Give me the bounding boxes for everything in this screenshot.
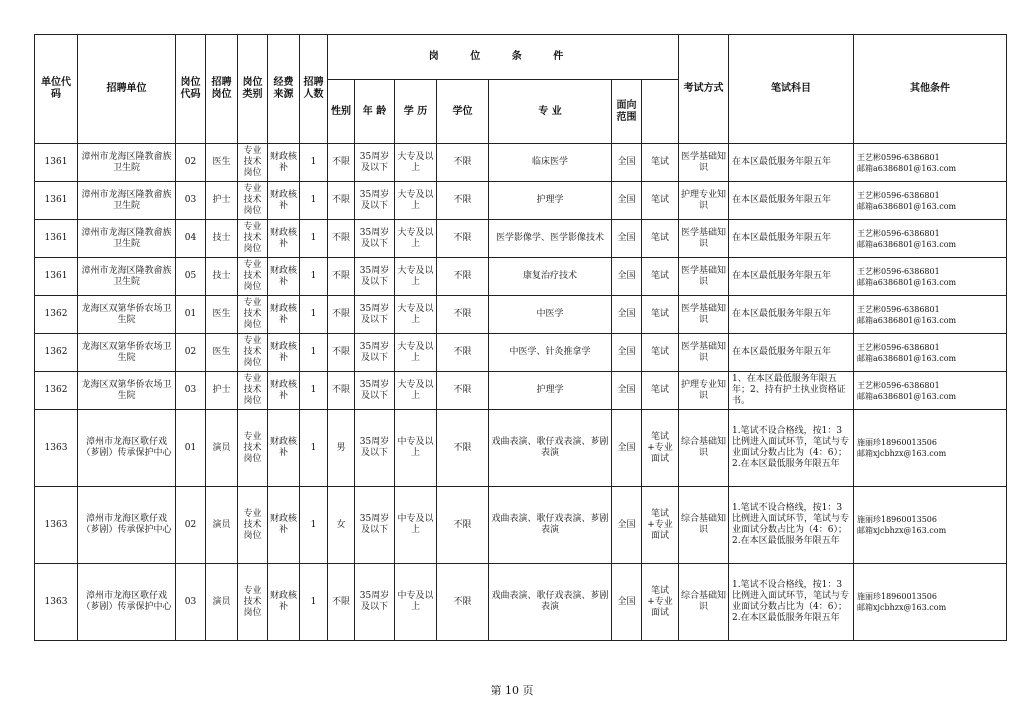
cell-post-name: 医生 — [206, 334, 238, 372]
cell-age: 35周岁及以下 — [355, 410, 395, 487]
cell-unit-name: 漳州市龙海区歌仔戏（芗剧）传承保护中心 — [78, 564, 176, 641]
cell-major: 戏曲表演、歌仔戏表演、芗剧表演 — [489, 564, 612, 641]
cell-count: 1 — [300, 144, 328, 182]
cell-major: 医学影像学、医学影像技术 — [489, 220, 612, 258]
header-conditions: 岗 位 条 件 — [328, 35, 679, 80]
cell-degree: 不限 — [437, 410, 489, 487]
cell-funding: 财政核补 — [268, 372, 300, 410]
table-row — [35, 220, 1007, 258]
cell-scope: 全国 — [612, 487, 642, 564]
header-other: 其他条件 — [854, 35, 1007, 144]
cell-unit-name: 漳州市龙海区隆教畲族卫生院 — [78, 258, 176, 296]
cell-unit-name: 漳州市龙海区歌仔戏（芗剧）传承保护中心 — [78, 487, 176, 564]
cell-exam-subject: 综合基础知识 — [679, 487, 729, 564]
cell-post-code: 05 — [176, 258, 206, 296]
cell-count: 1 — [300, 258, 328, 296]
cell-other: 在本区最低服务年限五年 — [729, 144, 854, 182]
cell-post-name: 演员 — [206, 487, 238, 564]
cell-gender: 男 — [328, 410, 355, 487]
cell-count: 1 — [300, 372, 328, 410]
cell-major: 中医学 — [489, 296, 612, 334]
cell-gender: 不限 — [328, 564, 355, 641]
table-row — [35, 334, 1007, 372]
cell-education: 大专及以上 — [395, 296, 437, 334]
cell-post-type: 专业技术岗位 — [238, 220, 268, 258]
cell-education: 中专及以上 — [395, 410, 437, 487]
cell-post-name: 护士 — [206, 182, 238, 220]
cell-exam-method: 笔试 — [642, 258, 679, 296]
cell-funding: 财政核补 — [268, 182, 300, 220]
cell-scope: 全国 — [612, 182, 642, 220]
cell-gender: 不限 — [328, 182, 355, 220]
cell-education: 大专及以上 — [395, 182, 437, 220]
cell-age: 35周岁及以下 — [355, 220, 395, 258]
cell-age: 35周岁及以下 — [355, 334, 395, 372]
cell-scope: 全国 — [612, 258, 642, 296]
cell-gender: 不限 — [328, 296, 355, 334]
header-row — [35, 35, 1007, 80]
cell-exam-subject: 护理专业知识 — [679, 372, 729, 410]
table-row — [35, 296, 1007, 334]
cell-contact — [854, 487, 1007, 564]
cell-unit-name: 漳州市龙海区隆教畲族卫生院 — [78, 220, 176, 258]
cell-contact — [854, 296, 1007, 334]
contact-email: 邮箱a6386801@163.com — [857, 163, 957, 173]
cell-unit-code: 1361 — [35, 220, 78, 258]
cell-degree: 不限 — [437, 182, 489, 220]
cell-funding: 财政核补 — [268, 334, 300, 372]
cell-degree: 不限 — [437, 258, 489, 296]
cell-exam-method: 笔试 — [642, 220, 679, 258]
cell-contact — [854, 220, 1007, 258]
cell-contact — [854, 372, 1007, 410]
cell-post-type: 专业技术岗位 — [238, 487, 268, 564]
cell-exam-subject: 医学基础知识 — [679, 296, 729, 334]
cell-unit-code: 1363 — [35, 564, 78, 641]
recruitment-table — [34, 34, 1007, 641]
table-row — [35, 182, 1007, 220]
cell-post-code: 02 — [176, 334, 206, 372]
cell-other: 1.笔试不设合格线，按1：3比例进入面试环节，笔试与专业面试分数占比为（4：6）；2.在本区最低服务年限五年 — [729, 410, 854, 487]
cell-unit-code: 1361 — [35, 258, 78, 296]
header-major: 专 业 — [489, 80, 612, 144]
header-gender: 性别 — [328, 80, 355, 144]
header-education: 学 历 — [395, 80, 437, 144]
cell-exam-subject: 医学基础知识 — [679, 220, 729, 258]
cell-funding: 财政核补 — [268, 296, 300, 334]
cell-exam-subject: 医学基础知识 — [679, 334, 729, 372]
cell-education: 中专及以上 — [395, 564, 437, 641]
cell-post-code: 02 — [176, 144, 206, 182]
header-funding: 经费来源 — [268, 35, 300, 144]
cell-count: 1 — [300, 410, 328, 487]
cell-exam-method: 笔试 — [642, 144, 679, 182]
cell-count: 1 — [300, 334, 328, 372]
contact-email: 邮箱a6386801@163.com — [857, 201, 957, 211]
cell-education: 大专及以上 — [395, 220, 437, 258]
cell-post-name: 医生 — [206, 144, 238, 182]
cell-education: 大专及以上 — [395, 258, 437, 296]
header-unit-name: 招聘单位 — [78, 35, 176, 144]
cell-education: 大专及以上 — [395, 144, 437, 182]
cell-exam-subject: 综合基础知识 — [679, 564, 729, 641]
table-row — [35, 372, 1007, 410]
cell-funding: 财政核补 — [268, 144, 300, 182]
cell-other: 在本区最低服务年限五年 — [729, 296, 854, 334]
cell-degree: 不限 — [437, 564, 489, 641]
page-number: 第 10 页 — [490, 684, 534, 697]
cell-major: 护理学 — [489, 182, 612, 220]
cell-degree: 不限 — [437, 296, 489, 334]
header-post-code: 岗位代码 — [176, 35, 206, 144]
cell-exam-subject: 医学基础知识 — [679, 258, 729, 296]
cell-age: 35周岁及以下 — [355, 564, 395, 641]
cell-scope: 全国 — [612, 144, 642, 182]
header-scope: 面向范围 — [612, 80, 642, 144]
cell-major: 戏曲表演、歌仔戏表演、芗剧表演 — [489, 487, 612, 564]
header-age: 年 龄 — [355, 80, 395, 144]
table-row — [35, 258, 1007, 296]
cell-unit-code: 1362 — [35, 372, 78, 410]
cell-age: 35周岁及以下 — [355, 487, 395, 564]
cell-post-type: 专业技术岗位 — [238, 564, 268, 641]
header-exam-method: 考试方式 — [679, 35, 729, 144]
cell-scope: 全国 — [612, 410, 642, 487]
table-row — [35, 144, 1007, 182]
contact-phone: 王艺彬0596-6386801 — [857, 266, 940, 276]
cell-post-code: 03 — [176, 182, 206, 220]
cell-exam-method: 笔试 — [642, 372, 679, 410]
cell-gender: 不限 — [328, 258, 355, 296]
cell-degree: 不限 — [437, 372, 489, 410]
cell-post-name: 护士 — [206, 372, 238, 410]
cell-unit-code: 1361 — [35, 182, 78, 220]
contact-phone: 王艺彬0596-6386801 — [857, 380, 940, 390]
header-exam-subject: 笔试科目 — [729, 35, 854, 144]
cell-major: 临床医学 — [489, 144, 612, 182]
cell-age: 35周岁及以下 — [355, 144, 395, 182]
contact-phone: 施丽珍18960013506 — [857, 592, 937, 601]
cell-other: 在本区最低服务年限五年 — [729, 258, 854, 296]
cell-funding: 财政核补 — [268, 564, 300, 641]
cell-count: 1 — [300, 220, 328, 258]
cell-exam-method: 笔试 — [642, 296, 679, 334]
contact-email: 邮箱xjcbhzx@163.com — [857, 449, 947, 458]
contact-email: 邮箱a6386801@163.com — [857, 277, 957, 287]
cell-degree: 不限 — [437, 144, 489, 182]
header-unit-code: 单位代码 — [35, 35, 78, 144]
contact-email: 邮箱a6386801@163.com — [857, 315, 957, 325]
header-post-type: 岗位类别 — [238, 35, 268, 144]
cell-post-type: 专业技术岗位 — [238, 182, 268, 220]
cell-contact — [854, 182, 1007, 220]
cell-scope: 全国 — [612, 564, 642, 641]
cell-other: 1.笔试不设合格线，按1：3比例进入面试环节，笔试与专业面试分数占比为（4：6）；2.在本区最低服务年限五年 — [729, 564, 854, 641]
cell-age: 35周岁及以下 — [355, 372, 395, 410]
cell-post-type: 专业技术岗位 — [238, 258, 268, 296]
cell-post-name: 医生 — [206, 296, 238, 334]
cell-post-name: 演员 — [206, 410, 238, 487]
cell-degree: 不限 — [437, 334, 489, 372]
cell-post-type: 专业技术岗位 — [238, 334, 268, 372]
cell-other: 在本区最低服务年限五年 — [729, 182, 854, 220]
cell-education: 大专及以上 — [395, 372, 437, 410]
contact-email: 邮箱xjcbhzx@163.com — [857, 526, 947, 535]
cell-degree: 不限 — [437, 220, 489, 258]
cell-gender: 不限 — [328, 220, 355, 258]
cell-count: 1 — [300, 564, 328, 641]
cell-unit-name: 漳州市龙海区隆教畲族卫生院 — [78, 144, 176, 182]
cell-funding: 财政核补 — [268, 258, 300, 296]
cell-contact — [854, 144, 1007, 182]
cell-post-code: 02 — [176, 487, 206, 564]
cell-unit-code: 1363 — [35, 487, 78, 564]
contact-phone: 施丽珍18960013506 — [857, 515, 937, 524]
cell-scope: 全国 — [612, 296, 642, 334]
contact-email: 邮箱a6386801@163.com — [857, 239, 957, 249]
cell-exam-method: 笔试 — [642, 182, 679, 220]
cell-post-type: 专业技术岗位 — [238, 144, 268, 182]
cell-post-code: 03 — [176, 372, 206, 410]
contact-phone: 王艺彬0596-6386801 — [857, 152, 940, 162]
cell-education: 中专及以上 — [395, 487, 437, 564]
cell-post-type: 专业技术岗位 — [238, 296, 268, 334]
cell-unit-code: 1363 — [35, 410, 78, 487]
cell-post-name: 演员 — [206, 564, 238, 641]
cell-scope: 全国 — [612, 334, 642, 372]
cell-post-code: 03 — [176, 564, 206, 641]
cell-exam-method: 笔试 — [642, 334, 679, 372]
cell-contact — [854, 334, 1007, 372]
cell-count: 1 — [300, 182, 328, 220]
cell-unit-code: 1362 — [35, 296, 78, 334]
cell-exam-method: 笔试+专业面试 — [642, 410, 679, 487]
cell-contact — [854, 258, 1007, 296]
cell-age: 35周岁及以下 — [355, 182, 395, 220]
cell-post-name: 技士 — [206, 258, 238, 296]
cell-exam-method: 笔试+专业面试 — [642, 564, 679, 641]
cell-unit-name: 漳州市龙海区隆教畲族卫生院 — [78, 182, 176, 220]
cell-count: 1 — [300, 487, 328, 564]
cell-age: 35周岁及以下 — [355, 258, 395, 296]
cell-unit-code: 1362 — [35, 334, 78, 372]
table-row — [35, 410, 1007, 487]
cell-degree: 不限 — [437, 487, 489, 564]
cell-gender: 女 — [328, 487, 355, 564]
contact-phone: 王艺彬0596-6386801 — [857, 228, 940, 238]
cell-post-type: 专业技术岗位 — [238, 410, 268, 487]
cell-age: 35周岁及以下 — [355, 296, 395, 334]
cell-other: 1、在本区最低服务年限五年；2、持有护士执业资格证书。 — [729, 372, 854, 410]
contact-email: 邮箱xjcbhzx@163.com — [857, 603, 947, 612]
cell-gender: 不限 — [328, 372, 355, 410]
contact-email: 邮箱a6386801@163.com — [857, 391, 957, 401]
cell-exam-subject: 综合基础知识 — [679, 410, 729, 487]
cell-post-code: 04 — [176, 220, 206, 258]
cell-count: 1 — [300, 296, 328, 334]
table-row — [35, 564, 1007, 641]
contact-phone: 王艺彬0596-6386801 — [857, 304, 940, 314]
cell-major: 康复治疗技术 — [489, 258, 612, 296]
cell-post-code: 01 — [176, 410, 206, 487]
header-post-name: 招聘岗位 — [206, 35, 238, 144]
cell-funding: 财政核补 — [268, 410, 300, 487]
cell-education: 大专及以上 — [395, 334, 437, 372]
cell-exam-subject: 医学基础知识 — [679, 144, 729, 182]
header-degree: 学位 — [437, 80, 489, 144]
cell-contact — [854, 410, 1007, 487]
cell-other: 在本区最低服务年限五年 — [729, 220, 854, 258]
cell-gender: 不限 — [328, 334, 355, 372]
header-count: 招聘人数 — [300, 35, 328, 144]
contact-phone: 王艺彬0596-6386801 — [857, 190, 940, 200]
cell-major: 中医学、针灸推拿学 — [489, 334, 612, 372]
cell-post-name: 技士 — [206, 220, 238, 258]
cell-scope: 全国 — [612, 220, 642, 258]
cell-gender: 不限 — [328, 144, 355, 182]
cell-unit-code: 1361 — [35, 144, 78, 182]
cell-major: 护理学 — [489, 372, 612, 410]
cell-unit-name: 龙海区双第华侨农场卫生院 — [78, 372, 176, 410]
cell-post-type: 专业技术岗位 — [238, 372, 268, 410]
cell-exam-subject: 护理专业知识 — [679, 182, 729, 220]
cell-exam-method: 笔试+专业面试 — [642, 487, 679, 564]
cell-unit-name: 漳州市龙海区歌仔戏（芗剧）传承保护中心 — [78, 410, 176, 487]
cell-funding: 财政核补 — [268, 487, 300, 564]
contact-email: 邮箱a6386801@163.com — [857, 353, 957, 363]
cell-other: 1.笔试不设合格线，按1：3比例进入面试环节，笔试与专业面试分数占比为（4：6）；2.在本区最低服务年限五年 — [729, 487, 854, 564]
contact-phone: 施丽珍18960013506 — [857, 438, 937, 447]
cell-major: 戏曲表演、歌仔戏表演、芗剧表演 — [489, 410, 612, 487]
cell-unit-name: 龙海区双第华侨农场卫生院 — [78, 296, 176, 334]
cell-unit-name: 龙海区双第华侨农场卫生院 — [78, 334, 176, 372]
cell-other: 在本区最低服务年限五年 — [729, 334, 854, 372]
cell-funding: 财政核补 — [268, 220, 300, 258]
cell-post-code: 01 — [176, 296, 206, 334]
cell-contact — [854, 564, 1007, 641]
table-row — [35, 487, 1007, 564]
contact-phone: 王艺彬0596-6386801 — [857, 342, 940, 352]
cell-scope: 全国 — [612, 372, 642, 410]
